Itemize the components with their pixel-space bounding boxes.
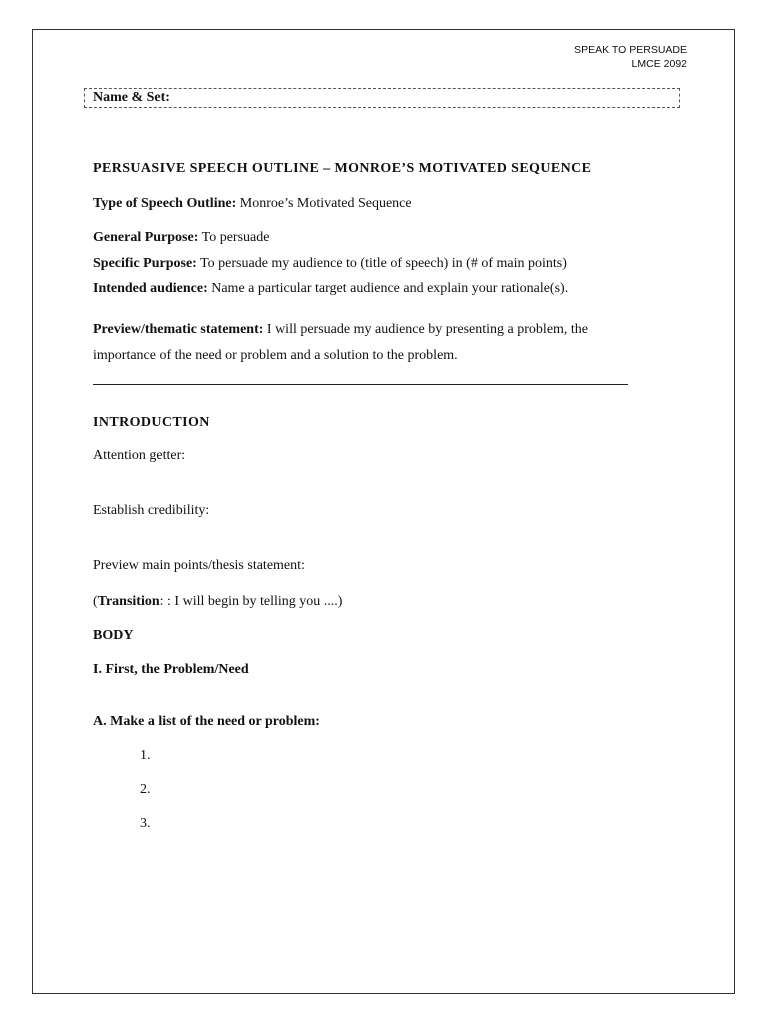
preview-label: Preview/thematic statement: [93, 322, 264, 337]
list-item: 1. [140, 748, 151, 763]
establish-credibility: Establish credibility: [93, 503, 210, 518]
name-set-field[interactable]: Name & Set: [84, 88, 680, 108]
audience-label: Intended audience: [93, 281, 208, 296]
list-item: 3. [140, 816, 151, 831]
list-item: 2. [140, 782, 151, 797]
attention-getter: Attention getter: [93, 448, 186, 463]
general-purpose [93, 229, 269, 247]
course-code: LMCE 2092 [631, 58, 687, 70]
type-value: Monroe’s Motivated Sequence [236, 196, 412, 211]
section-problem-need: I. First, the Problem/Need [93, 662, 249, 677]
preview-main-points: Preview main points/thesis statement: [93, 558, 305, 573]
preview-value-line2: importance of the need or problem and a solution to the problem. [93, 348, 458, 363]
body-heading: BODY [93, 628, 134, 643]
general-label: General Purpose: [93, 230, 199, 245]
subsection-a: A. Make a list of the need or problem: [93, 714, 320, 729]
introduction-heading: INTRODUCTION [93, 415, 210, 430]
page-title: PERSUASIVE SPEECH OUTLINE – MONROE’S MOTIVATED SEQUENCE [93, 161, 592, 176]
type-label: Type of Speech Outline: [93, 196, 237, 211]
preview-value-line1: I will persuade my audience by presenting a problem, the [263, 322, 589, 337]
transition-label: Transition [97, 594, 160, 609]
specific-value: To persuade my audience to (title of speech) in (# of main points) [196, 256, 567, 271]
type-of-outline [93, 195, 412, 213]
divider-line [93, 384, 628, 385]
intended-audience [93, 280, 568, 298]
specific-label: Specific Purpose: [93, 256, 197, 271]
specific-purpose [93, 255, 567, 273]
general-value: To persuade [198, 230, 270, 245]
transition-line: (Transition: : I will begin by telling you ....) [93, 594, 343, 609]
preview-statement [93, 321, 588, 339]
course-title: SPEAK TO PERSUADE [574, 44, 687, 56]
audience-value: Name a particular target audience and explain your rationale(s). [207, 281, 569, 296]
